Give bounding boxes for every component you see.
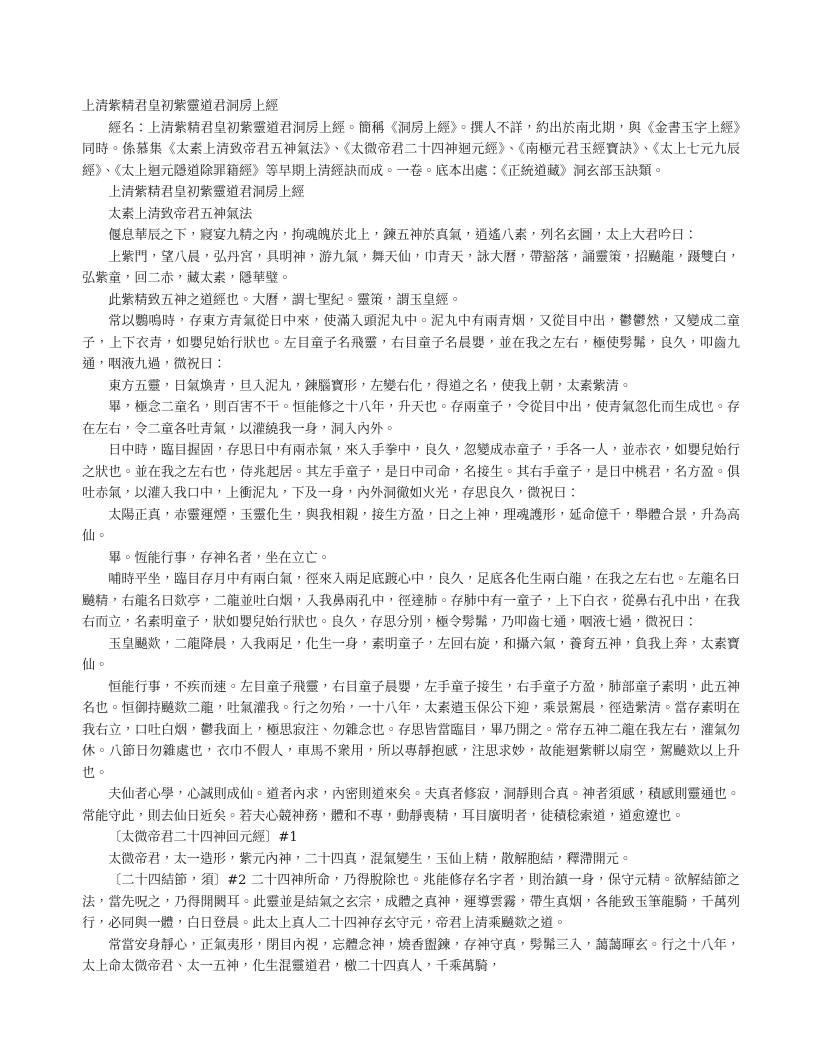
paragraph-east-closing-note: 畢，極念二童名，則百害不干。恒能修之十八年，升天也。存兩童子，令從目中出，使青氣忽化而生成也。存在左右，令二童各吐青氣，以灌繞我一身，洞入內外。	[82, 400, 740, 437]
paragraph-bracket-heading-taiwei: 〔太微帝君二十四神回元經〕#1	[108, 830, 298, 845]
paragraph-evening-white-qi-method: 哺時平坐，臨目存月中有兩白氣，徑來入兩足底踱心中，良久，足底各化生兩白龍，在我之左右也。左龍名曰飇精，右龍名曰欻亭，二龍並吐白烟，入我鼻兩孔中，徑達肺。存肺中有一童子，上下白衣，從鼻右孔中出，在我右而立，名素明童子，狀如嬰兒始行狀也。良久，存思分別，極令髣髴，乃叩齒七通，咽液七過，微祝曰：	[82, 572, 740, 630]
paragraph-commentary-dali-lingce: 此紫精致五神之道經也。大曆，謂七聖紀。靈策，謂玉皇經。	[108, 292, 462, 308]
paragraph-hymn-shangziwen: 上紫門，望八晨，弘丹宮，具明神，游九氣，舞天仙，巾青天，詠大曆，帶豁落，誦靈策，招飇龍，蹑雙白，弘紫童，回二赤，藏太素，隱華璧。	[82, 249, 740, 286]
paragraph-five-spirits-summary: 恒能行事，不疾而速。左目童子飛靈，右目童子晨嬰，左手童子接生，右手童子方盈，肺部童子素明，此五神名也。恒御持飇欻二龍，吐氣灌我。行之勿殆，一十八年，太素遣玉保公下迎，乘景駕晨，徑造紫清。當存素明在我右立，口吐白烟，鬱我面上，極思寂注、勿雜念也。存思皆當臨目，畢乃開之。常存五神二龍在我左右，灌氣勿休。八節日勿雜處也，衣巾不假人，車馬不衆用，所以專靜抱感，注思求妙，故能迴紫軿以扇空，駕飇欻以上升也。	[82, 679, 740, 781]
paragraph-sun-closing-note: 畢。恆能行事，存神名者，坐在立亡。	[108, 550, 331, 566]
paragraph-east-green-qi-method: 常以鸚鳴時，存東方青氣從日中來，使滿入頭泥丸中。泥丸中有兩青烟，又從目中出，鬱鬱然，又變成二童子，上下衣青，如嬰兒始行狀也。左目童子名飛靈，右目童子名晨嬰，並在我之左右，極使髣髴，良久，叩齒九通，咽液九過，微祝曰：	[82, 314, 740, 372]
paragraph-noon-red-qi-method: 日中時，臨目握固，存思日中有兩赤氣，來入手拳中，良久，忽變成赤童子，手各一人，並赤衣，如嬰兒始行之狀也。並在我之左右也，侍兆起居。其左手童子，是日中司命，名接生。其右手童子，是日中桃君，名方盈。俱吐赤氣，以灌入我口中，上衝泥丸，下及一身，內外洞徹如火光，存思良久，微祝曰：	[82, 443, 740, 501]
paragraph-taiwei-opening: 太微帝君，太一造形，紫元內神，二十四真，混氣變生，玉仙上精，散解胞結，釋滯開元。	[108, 851, 632, 867]
paragraph-scripture-title: 上清紫精君皇初紫靈道君洞房上經	[108, 185, 305, 200]
paragraph-final-practice-passage: 常當安身靜心，正氣夷形，閉目內視，忘體念神，燒香盥鍊，存神守真，髣髴三入，藹藹暉玄。行之十八年，太上命太微帝君、太一五神，化生混靈道君，檄二十四真人，千乘萬騎，	[82, 937, 740, 974]
paragraph-section-heading-wushen-qifa: 太素上清致帝君五神氣法	[108, 206, 253, 222]
paragraph-east-incantation: 東方五靈，日氣煥青，旦入泥丸，鍊腦寶形，左變右化，得道之名，使我上朝，太素紫清。	[108, 378, 632, 394]
document-body	[82, 96, 740, 978]
paragraph-opening-passage: 偃息華辰之下，寢宴九精之內，拘魂魄於北上，鍊五神於真氣，逍遙八素，列名玄圖，太上大君吟曰：	[108, 228, 698, 243]
paragraph-bracket-note-24-jiejie: 〔二十四結節，須〕#2 二十四神所命，乃得脫除也。兆能修存名字者，則治鎮一身，保守元精。欲解結節之法，當先呪之，乃得開闕耳。此靈並是結氣之玄宗，成體之真神，運導雲霧，帶生真烟，各能致玉筆龍騎，千萬列行，必同與一體，白日登晨。此太上真人二十四神存玄守元，帝君上清乘飇欻之道。	[82, 873, 740, 931]
paragraph-bibliographic-note: 經名：上清紫精君皇初紫靈道君洞房上經。簡稱《洞房上經》。撰人不詳，約出於南北期，與《金書玉字上經》同時。係慕集《太素上清致帝君五神氣法》、《太微帝君二十四神迴元經》、《南極元君玉經寶訣》、《太上七元九辰經》、《太上迴元隱道除罪籍經》等早期上清經訣而成。一卷。底本出處：《正統道藏》洞玄部玉訣類。	[82, 120, 740, 179]
paragraph-daoist-maxim-passage: 夫仙者心學，心誠則成仙。道者內求，內密則道來矣。夫真者修寂，洞靜則合真。神者須感，積感則靈通也。常能守此，則去仙日近矣。若夫心競神務，體和不專，動靜喪精，耳目廣明者，徒積稔索道，道愈遼也。	[82, 787, 740, 824]
paragraph-title-heading: 上清紫精君皇初紫靈道君洞房上經	[82, 99, 279, 114]
paragraph-sun-incantation: 太陽正真，赤靈運煙，玉靈化生，與我相親，接生方盈，日之上神，理魂護形，延命億千，舉體合景，升為高仙。	[82, 507, 740, 544]
paragraph-moon-incantation: 玉皇飇欻，二龍降晨，入我兩足，化生一身，素明童子，左回右旋，和攝六氣，養育五神，負我上奔，太素寶仙。	[82, 636, 740, 673]
